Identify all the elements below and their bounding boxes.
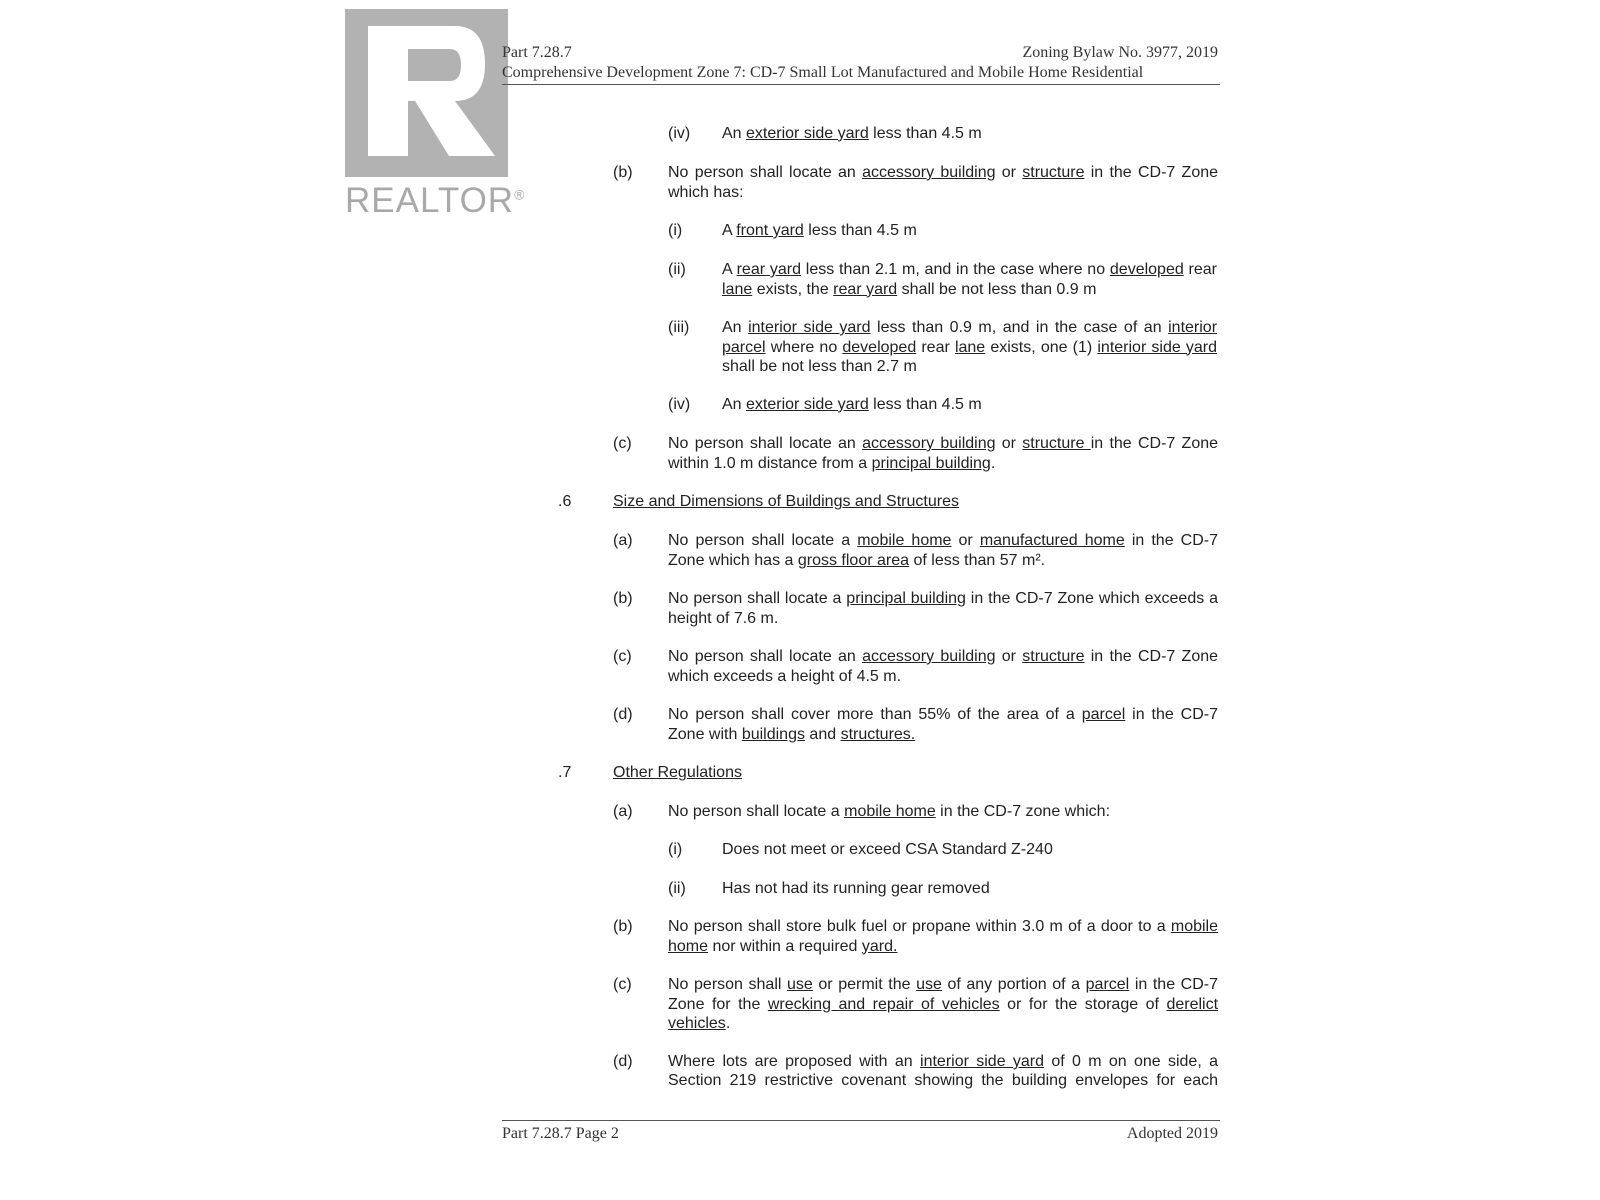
header-zone-title: Comprehensive Development Zone 7: CD-7 Small Lot Manufactured and Mobile Home Residential [502,64,1144,81]
clause-label: (c) [613,435,632,452]
clause-6d: No person shall cover more than 55% of the area of a parcel in the CD-7 Zone with buildings and structures. [668,706,1218,743]
section-number: .7 [558,764,572,781]
clause-7d-line1: Where lots are proposed with an interior side yard of 0 m on one side, a [668,1053,1218,1070]
clause-7a-i: Does not meet or exceed CSA Standard Z-240 [722,841,1053,858]
clause-label: (a) [613,532,633,549]
clause-label: (b) [613,164,633,181]
clause-label: (d) [613,1053,633,1070]
clause-label: (iii) [668,319,690,336]
clause-label: (a) [613,803,633,820]
clause-label: (c) [613,976,632,993]
clause-b-ii: A rear yard less than 2.1 m, and in the case where no developed rear lane exists, the rear yard shall be not less than 0.9 m [722,261,1217,298]
clause-label: (c) [613,648,632,665]
clause-7a: No person shall locate a mobile home in the CD-7 zone which: [668,803,1111,820]
section-number: .6 [558,493,572,510]
clause-7c: No person shall use or permit the use of any portion of a parcel in the CD-7 Zone for the wrecking and repair of vehicles or for the storage of derelict vehicles. [668,976,1219,1032]
clause-b-i: A front yard less than 4.5 m [722,222,917,239]
header-rule [502,84,1220,85]
clause-b-iii: An interior side yard less than 0.9 m, and in the case of an interior parcel where no developed rear lane exists, one (1) interior side yard shall be not less than 2.7 m [722,319,1218,375]
clause-7d-line2: Section 219 restrictive covenant showing the building envelopes for each [668,1072,1218,1089]
clause-7a-ii: Has not had its running gear removed [722,880,990,897]
clause-c: No person shall locate an accessory building or structure in the CD-7 Zone within 1.0 m distance from a principal building. [668,435,1219,472]
section-6-title: Size and Dimensions of Buildings and Structures [613,493,959,510]
clause-label: (iv) [668,125,691,142]
clause-label: (iv) [668,396,691,413]
header-bylaw-title: Zoning Bylaw No. 3977, 2019 [1022,44,1218,61]
clause-b-iv: An exterior side yard less than 4.5 m [722,396,982,413]
clause-a-iv: An exterior side yard less than 4.5 m [722,125,982,142]
clause-b-intro: No person shall locate an accessory building or structure in the CD-7 Zone which has: [668,164,1219,201]
clause-label: (d) [613,706,633,723]
clause-6b: No person shall locate a principal building in the CD-7 Zone which exceeds a height of 7.6 m. [668,590,1218,627]
header-part-number: Part 7.28.7 [502,44,572,61]
clause-6c: No person shall locate an accessory building or structure in the CD-7 Zone which exceeds a height of 4.5 m. [668,648,1219,685]
footer-adopted: Adopted 2019 [1126,1125,1218,1142]
clause-label: (b) [613,590,633,607]
section-7-title: Other Regulations [613,764,742,781]
realtor-wordmark: REALTOR® [345,181,526,220]
clause-label: (b) [613,918,633,935]
clause-label: (ii) [668,880,686,897]
clause-7b: No person shall store bulk fuel or propane within 3.0 m of a door to a mobile home nor within a required yard. [668,918,1218,955]
clause-label: (i) [668,841,683,858]
footer-rule [502,1120,1220,1121]
clause-label: (ii) [668,261,686,278]
clause-6a: No person shall locate a mobile home or manufactured home in the CD-7 Zone which has a gross floor area of less than 57 m². [668,532,1219,569]
footer-page-number: Part 7.28.7 Page 2 [502,1125,619,1142]
clause-label: (i) [668,222,683,239]
realtor-r-mark [345,9,508,177]
realtor-logo [345,9,526,220]
